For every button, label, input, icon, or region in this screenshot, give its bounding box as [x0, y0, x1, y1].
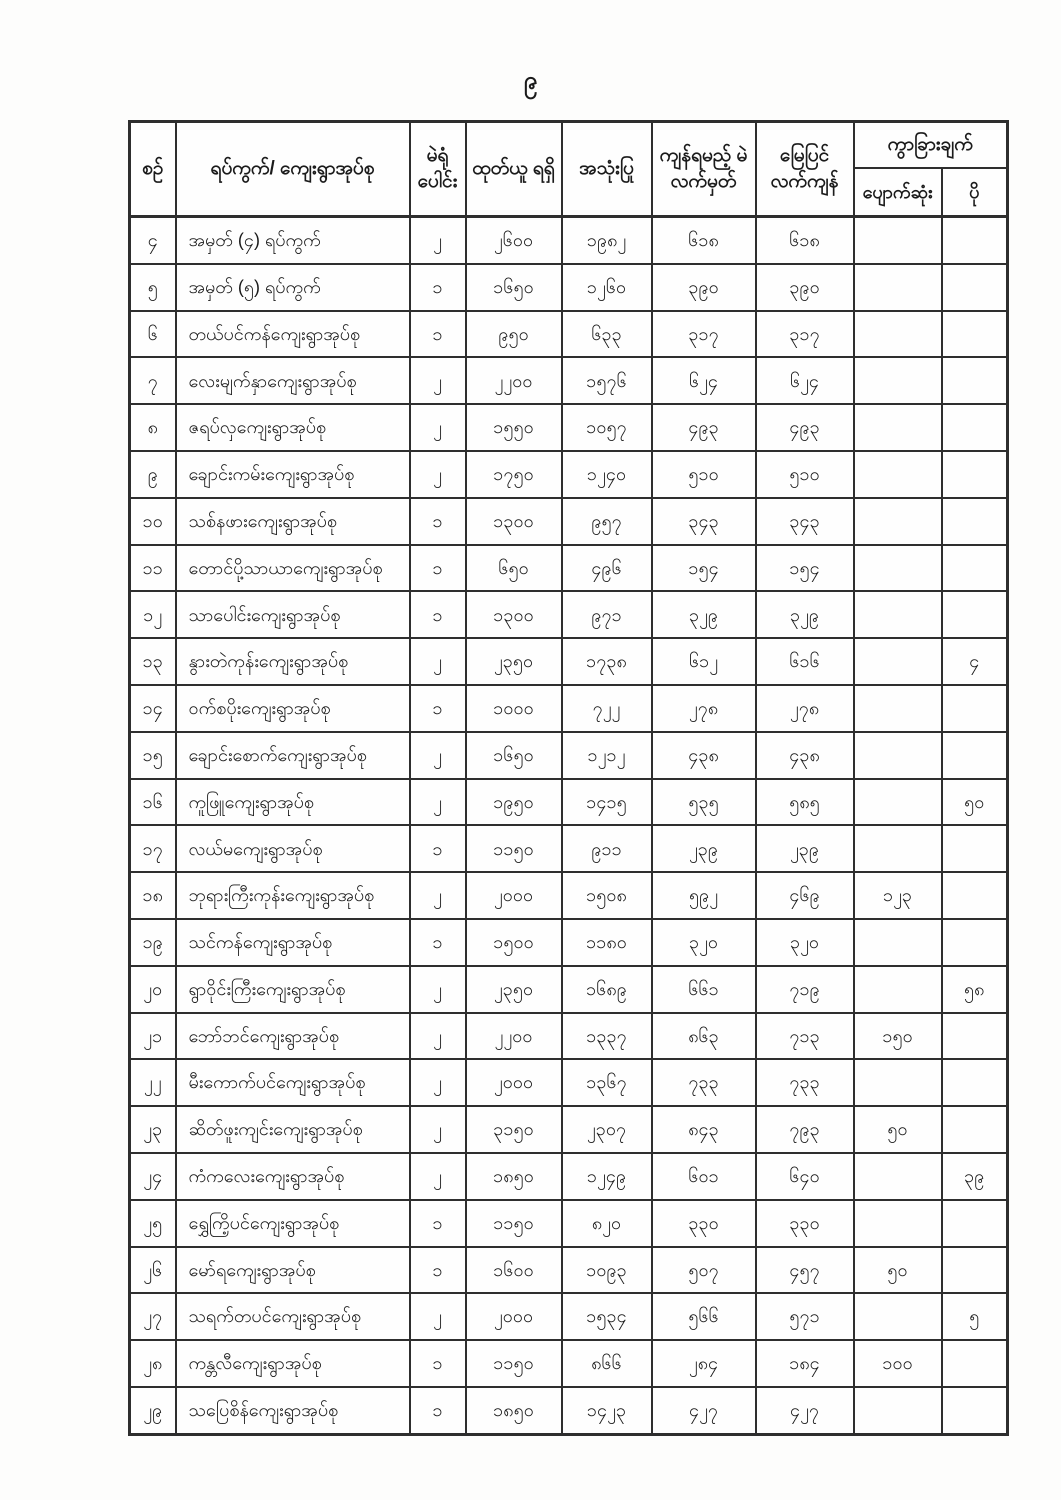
remaining-cell: ၄၂၇: [652, 1387, 756, 1434]
ground-balance-cell: ၇၁၉: [756, 966, 854, 1013]
ground-balance-cell: ၅၁၀: [756, 451, 854, 498]
used-cell: ၁၁၈၀: [562, 919, 652, 966]
stations-cell: ၂: [410, 638, 466, 685]
received-cell: ၁၃၀၀: [466, 591, 562, 638]
header-extra: ပို: [942, 168, 1008, 217]
stations-cell: ၁: [410, 591, 466, 638]
table-row: [130, 1013, 1008, 1060]
extra-cell: [942, 732, 1008, 779]
ground-balance-cell: ၃၂၉: [756, 591, 854, 638]
name-cell: လေးမျက်နှာကျေးရွာအုပ်စု: [176, 357, 410, 404]
stations-cell: ၁: [410, 498, 466, 545]
serial-cell: ၁၅: [130, 732, 176, 779]
serial-cell: ၁၆: [130, 779, 176, 826]
extra-cell: [942, 1059, 1008, 1106]
used-cell: ၈၆၆: [562, 1340, 652, 1387]
ground-balance-cell: ၁၈၄: [756, 1340, 854, 1387]
received-cell: ၁၆၀၀: [466, 1247, 562, 1294]
serial-cell: ၁၁: [130, 545, 176, 592]
received-cell: ၁၉၅၀: [466, 779, 562, 826]
lost-cell: [854, 1059, 942, 1106]
ballot-accounting-table: [128, 120, 1009, 1436]
ground-balance-cell: ၄၂၇: [756, 1387, 854, 1434]
remaining-cell: ၄၃၈: [652, 732, 756, 779]
remaining-cell: ၃၃၀: [652, 1200, 756, 1247]
header-difference: ကွာခြားချက်: [854, 122, 1008, 169]
extra-cell: [942, 1106, 1008, 1153]
remaining-cell: ၈၆၃: [652, 1013, 756, 1060]
name-cell: လယ်မကျေးရွာအုပ်စု: [176, 825, 410, 872]
ground-balance-cell: ၃၂၀: [756, 919, 854, 966]
remaining-cell: ၆၀၁: [652, 1153, 756, 1200]
lost-cell: [854, 638, 942, 685]
serial-cell: ၂၈: [130, 1340, 176, 1387]
stations-cell: ၁: [410, 311, 466, 358]
name-cell: ဇရပ်လှကျေးရွာအုပ်စု: [176, 404, 410, 451]
stations-cell: ၂: [410, 1059, 466, 1106]
header-received: ထုတ်ယူ ရရှိ: [466, 122, 562, 217]
serial-cell: ၁၃: [130, 638, 176, 685]
used-cell: ၁၃၆၇: [562, 1059, 652, 1106]
extra-cell: [942, 872, 1008, 919]
ground-balance-cell: ၆၁၈: [756, 217, 854, 264]
stations-cell: ၁: [410, 825, 466, 872]
table-body: [130, 217, 1008, 1435]
serial-cell: ၂၅: [130, 1200, 176, 1247]
received-cell: ၃၁၅၀: [466, 1106, 562, 1153]
name-cell: ချောင်းကမ်းကျေးရွာအုပ်စု: [176, 451, 410, 498]
used-cell: ၁၅၃၄: [562, 1293, 652, 1340]
stations-cell: ၂: [410, 404, 466, 451]
serial-cell: ၄: [130, 217, 176, 264]
used-cell: ၁၅၇၆: [562, 357, 652, 404]
table-row: [130, 685, 1008, 732]
received-cell: ၁၁၅၀: [466, 825, 562, 872]
received-cell: ၂၀၀၀: [466, 1059, 562, 1106]
stations-cell: ၁: [410, 545, 466, 592]
received-cell: ၁၅၅၀: [466, 404, 562, 451]
stations-cell: ၂: [410, 1153, 466, 1200]
ground-balance-cell: ၃၃၀: [756, 1200, 854, 1247]
received-cell: ၁၁၅၀: [466, 1340, 562, 1387]
used-cell: ၉၅၇: [562, 498, 652, 545]
stations-cell: ၂: [410, 732, 466, 779]
header-ground-balance: မြေပြင် လက်ကျန်: [756, 122, 854, 217]
table-row: [130, 1153, 1008, 1200]
ground-balance-cell: ၄၆၉: [756, 872, 854, 919]
used-cell: ၁၄၂၃: [562, 1387, 652, 1434]
serial-cell: ၈: [130, 404, 176, 451]
received-cell: ၂၃၅၀: [466, 966, 562, 1013]
extra-cell: ၄: [942, 638, 1008, 685]
table-row: [130, 498, 1008, 545]
name-cell: သာပေါင်းကျေးရွာအုပ်စု: [176, 591, 410, 638]
serial-cell: ၂၇: [130, 1293, 176, 1340]
serial-cell: ၂၉: [130, 1387, 176, 1434]
remaining-cell: ၃၉၀: [652, 264, 756, 311]
extra-cell: [942, 264, 1008, 311]
lost-cell: [854, 779, 942, 826]
name-cell: ကန္တလီကျေးရွာအုပ်စု: [176, 1340, 410, 1387]
remaining-cell: ၆၂၄: [652, 357, 756, 404]
serial-cell: ၆: [130, 311, 176, 358]
lost-cell: [854, 1153, 942, 1200]
serial-cell: ၇: [130, 357, 176, 404]
lost-cell: [854, 357, 942, 404]
remaining-cell: ၇၃၃: [652, 1059, 756, 1106]
ground-balance-cell: ၅၇၁: [756, 1293, 854, 1340]
table-row: [130, 1293, 1008, 1340]
received-cell: ၁၆၅၀: [466, 264, 562, 311]
lost-cell: ၅၀: [854, 1247, 942, 1294]
header-lost: ပျောက်ဆုံး: [854, 168, 942, 217]
used-cell: ၁၄၁၅: [562, 779, 652, 826]
serial-cell: ၂၆: [130, 1247, 176, 1294]
name-cell: ဘော်ဘင်ကျေးရွာအုပ်စု: [176, 1013, 410, 1060]
table-row: [130, 451, 1008, 498]
extra-cell: [942, 311, 1008, 358]
extra-cell: [942, 1247, 1008, 1294]
lost-cell: [854, 1293, 942, 1340]
table-row: [130, 779, 1008, 826]
extra-cell: ၅၀: [942, 779, 1008, 826]
received-cell: ၂၂၀၀: [466, 1013, 562, 1060]
extra-cell: ၃၉: [942, 1153, 1008, 1200]
stations-cell: ၂: [410, 357, 466, 404]
remaining-cell: ၂၇၈: [652, 685, 756, 732]
table-row: [130, 966, 1008, 1013]
lost-cell: [854, 919, 942, 966]
serial-cell: ၂၃: [130, 1106, 176, 1153]
used-cell: ၁၅၀၈: [562, 872, 652, 919]
serial-cell: ၁၉: [130, 919, 176, 966]
stations-cell: ၂: [410, 1293, 466, 1340]
name-cell: ဘုရားကြီးကုန်းကျေးရွာအုပ်စု: [176, 872, 410, 919]
ground-balance-cell: ၄၉၃: [756, 404, 854, 451]
extra-cell: [942, 1200, 1008, 1247]
header-polling-stations: မဲရုံ ပေါင်း: [410, 122, 466, 217]
serial-cell: ၁၈: [130, 872, 176, 919]
extra-cell: [942, 1387, 1008, 1434]
ground-balance-cell: ၁၅၄: [756, 545, 854, 592]
used-cell: ၈၂၀: [562, 1200, 652, 1247]
used-cell: ၁၀၅၇: [562, 404, 652, 451]
stations-cell: ၂: [410, 451, 466, 498]
received-cell: ၂၀၀၀: [466, 1293, 562, 1340]
serial-cell: ၁၄: [130, 685, 176, 732]
extra-cell: [942, 217, 1008, 264]
table-row: [130, 1200, 1008, 1247]
table-row: [130, 264, 1008, 311]
used-cell: ၁၃၃၇: [562, 1013, 652, 1060]
ground-balance-cell: ၃၉၀: [756, 264, 854, 311]
ground-balance-cell: ၂၇၈: [756, 685, 854, 732]
name-cell: သပြေစိန်ကျေးရွာအုပ်စု: [176, 1387, 410, 1434]
remaining-cell: ၅၀၇: [652, 1247, 756, 1294]
header-ward-village-name: ရပ်ကွက်/ ကျေးရွာအုပ်စု: [176, 122, 410, 217]
name-cell: မီးကောက်ပင်ကျေးရွာအုပ်စု: [176, 1059, 410, 1106]
remaining-cell: ၅၁၀: [652, 451, 756, 498]
extra-cell: [942, 685, 1008, 732]
received-cell: ၁၁၅၀: [466, 1200, 562, 1247]
remaining-cell: ၆၁၈: [652, 217, 756, 264]
stations-cell: ၂: [410, 779, 466, 826]
received-cell: ၁၈၅၀: [466, 1387, 562, 1434]
used-cell: ၉၁၁: [562, 825, 652, 872]
name-cell: နွားတဲကုန်းကျေးရွာအုပ်စု: [176, 638, 410, 685]
table-row: [130, 545, 1008, 592]
name-cell: ရွာဝိုင်းကြီးကျေးရွာအုပ်စု: [176, 966, 410, 1013]
remaining-cell: ၃၂၀: [652, 919, 756, 966]
extra-cell: [942, 825, 1008, 872]
header-remaining-ballots: ကျန်ရမည့် မဲလက်မှတ်: [652, 122, 756, 217]
table-row: [130, 404, 1008, 451]
remaining-cell: ၅၆၆: [652, 1293, 756, 1340]
stations-cell: ၁: [410, 1340, 466, 1387]
serial-cell: ၂၄: [130, 1153, 176, 1200]
table-header: [130, 122, 1008, 217]
lost-cell: [854, 1387, 942, 1434]
lost-cell: [854, 732, 942, 779]
lost-cell: ၁၀၀: [854, 1340, 942, 1387]
received-cell: ၁၇၅၀: [466, 451, 562, 498]
extra-cell: [942, 498, 1008, 545]
remaining-cell: ၁၅၄: [652, 545, 756, 592]
received-cell: ၁၃၀၀: [466, 498, 562, 545]
lost-cell: [854, 311, 942, 358]
ground-balance-cell: ၇၁၃: [756, 1013, 854, 1060]
used-cell: ၁၀၉၃: [562, 1247, 652, 1294]
ground-balance-cell: ၂၃၉: [756, 825, 854, 872]
remaining-cell: ၃၁၇: [652, 311, 756, 358]
extra-cell: [942, 1340, 1008, 1387]
extra-cell: [942, 591, 1008, 638]
name-cell: တယ်ပင်ကန်ကျေးရွာအုပ်စု: [176, 311, 410, 358]
used-cell: ၇၂၂: [562, 685, 652, 732]
lost-cell: [854, 966, 942, 1013]
used-cell: ၄၉၆: [562, 545, 652, 592]
received-cell: ၁၀၀၀: [466, 685, 562, 732]
table-row: [130, 1059, 1008, 1106]
name-cell: သစ်နဖားကျေးရွာအုပ်စု: [176, 498, 410, 545]
table-row: [130, 872, 1008, 919]
name-cell: ရွှေကြိ့ပင်ကျေးရွာအုပ်စု: [176, 1200, 410, 1247]
remaining-cell: ၂၈၄: [652, 1340, 756, 1387]
ground-balance-cell: ၇၃၃: [756, 1059, 854, 1106]
lost-cell: [854, 1200, 942, 1247]
table-row: [130, 1106, 1008, 1153]
lost-cell: ၁၂၃: [854, 872, 942, 919]
extra-cell: ၅၈: [942, 966, 1008, 1013]
table-row: [130, 1387, 1008, 1434]
stations-cell: ၂: [410, 217, 466, 264]
table-row: [130, 1340, 1008, 1387]
extra-cell: [942, 357, 1008, 404]
ground-balance-cell: ၆၁၆: [756, 638, 854, 685]
serial-cell: ၉: [130, 451, 176, 498]
remaining-cell: ၈၄၃: [652, 1106, 756, 1153]
extra-cell: [942, 919, 1008, 966]
table-row: [130, 919, 1008, 966]
stations-cell: ၂: [410, 1013, 466, 1060]
received-cell: ၁၆၅၀: [466, 732, 562, 779]
remaining-cell: ၂၃၉: [652, 825, 756, 872]
ground-balance-cell: ၇၉၃: [756, 1106, 854, 1153]
remaining-cell: ၆၆၁: [652, 966, 756, 1013]
serial-cell: ၁၇: [130, 825, 176, 872]
stations-cell: ၂: [410, 966, 466, 1013]
lost-cell: ၅၀: [854, 1106, 942, 1153]
extra-cell: ၅: [942, 1293, 1008, 1340]
lost-cell: [854, 545, 942, 592]
name-cell: ကံကလေးကျေးရွာအုပ်စု: [176, 1153, 410, 1200]
used-cell: ၉၇၁: [562, 591, 652, 638]
name-cell: သရက်တပင်ကျေးရွာအုပ်စု: [176, 1293, 410, 1340]
stations-cell: ၂: [410, 1106, 466, 1153]
table-row: [130, 357, 1008, 404]
received-cell: ၂၀၀၀: [466, 872, 562, 919]
used-cell: ၁၉၈၂: [562, 217, 652, 264]
serial-cell: ၂၁: [130, 1013, 176, 1060]
table-row: [130, 638, 1008, 685]
table-row: [130, 1247, 1008, 1294]
received-cell: ၂၆၀၀: [466, 217, 562, 264]
ground-balance-cell: ၃၄၃: [756, 498, 854, 545]
name-cell: မော်ရကျေးရွာအုပ်စု: [176, 1247, 410, 1294]
extra-cell: [942, 545, 1008, 592]
used-cell: ၁၂၆၀: [562, 264, 652, 311]
extra-cell: [942, 451, 1008, 498]
lost-cell: [854, 404, 942, 451]
table-row: [130, 825, 1008, 872]
name-cell: အမှတ် (၄) ရပ်ကွက်: [176, 217, 410, 264]
name-cell: အမှတ် (၅) ရပ်ကွက်: [176, 264, 410, 311]
received-cell: ၁၈၅၀: [466, 1153, 562, 1200]
received-cell: ၉၅၀: [466, 311, 562, 358]
used-cell: ၁၇၃၈: [562, 638, 652, 685]
stations-cell: ၁: [410, 1387, 466, 1434]
remaining-cell: ၄၉၃: [652, 404, 756, 451]
received-cell: ၁၅၀၀: [466, 919, 562, 966]
stations-cell: ၂: [410, 872, 466, 919]
serial-cell: ၁၀: [130, 498, 176, 545]
header-serial: စဉ်: [130, 122, 176, 217]
used-cell: ၆၃၃: [562, 311, 652, 358]
extra-cell: [942, 404, 1008, 451]
used-cell: ၁၂၄၉: [562, 1153, 652, 1200]
ground-balance-cell: ၄၃၈: [756, 732, 854, 779]
ground-balance-cell: ၆၄၀: [756, 1153, 854, 1200]
remaining-cell: ၅၃၅: [652, 779, 756, 826]
name-cell: သင်ကန်ကျေးရွာအုပ်စု: [176, 919, 410, 966]
lost-cell: [854, 498, 942, 545]
name-cell: ချောင်းစောက်ကျေးရွာအုပ်စု: [176, 732, 410, 779]
remaining-cell: ၃၂၉: [652, 591, 756, 638]
used-cell: ၁၂၄၀: [562, 451, 652, 498]
serial-cell: ၁၂: [130, 591, 176, 638]
lost-cell: [854, 591, 942, 638]
serial-cell: ၂၂: [130, 1059, 176, 1106]
remaining-cell: ၃၄၃: [652, 498, 756, 545]
ground-balance-cell: ၃၁၇: [756, 311, 854, 358]
lost-cell: [854, 825, 942, 872]
remaining-cell: ၆၁၂: [652, 638, 756, 685]
lost-cell: [854, 217, 942, 264]
used-cell: ၂၃၀၇: [562, 1106, 652, 1153]
used-cell: ၁၂၁၂: [562, 732, 652, 779]
stations-cell: ၁: [410, 264, 466, 311]
stations-cell: ၁: [410, 1200, 466, 1247]
lost-cell: [854, 264, 942, 311]
lost-cell: [854, 451, 942, 498]
used-cell: ၁၆၈၉: [562, 966, 652, 1013]
ground-balance-cell: ၄၅၇: [756, 1247, 854, 1294]
received-cell: ၆၅၀: [466, 545, 562, 592]
name-cell: ဝက်စပိုးကျေးရွာအုပ်စု: [176, 685, 410, 732]
stations-cell: ၁: [410, 919, 466, 966]
ground-balance-cell: ၅၈၅: [756, 779, 854, 826]
extra-cell: [942, 1013, 1008, 1060]
table-row: [130, 732, 1008, 779]
table-row: [130, 217, 1008, 264]
page-number: ၉: [523, 67, 538, 94]
lost-cell: ၁၅၀: [854, 1013, 942, 1060]
name-cell: ဆိတ်ဖူးကျင်းကျေးရွာအုပ်စု: [176, 1106, 410, 1153]
ground-balance-cell: ၆၂၄: [756, 357, 854, 404]
received-cell: ၂၃၅၀: [466, 638, 562, 685]
serial-cell: ၂၀: [130, 966, 176, 1013]
table-row: [130, 591, 1008, 638]
serial-cell: ၅: [130, 264, 176, 311]
name-cell: ကူဖြူကျေးရွာအုပ်စု: [176, 779, 410, 826]
name-cell: တောင်ပို့သာယာကျေးရွာအုပ်စု: [176, 545, 410, 592]
lost-cell: [854, 685, 942, 732]
header-used: အသုံးပြု: [562, 122, 652, 217]
received-cell: ၂၂၀၀: [466, 357, 562, 404]
table-row: [130, 311, 1008, 358]
remaining-cell: ၅၉၂: [652, 872, 756, 919]
stations-cell: ၁: [410, 1247, 466, 1294]
stations-cell: ၁: [410, 685, 466, 732]
